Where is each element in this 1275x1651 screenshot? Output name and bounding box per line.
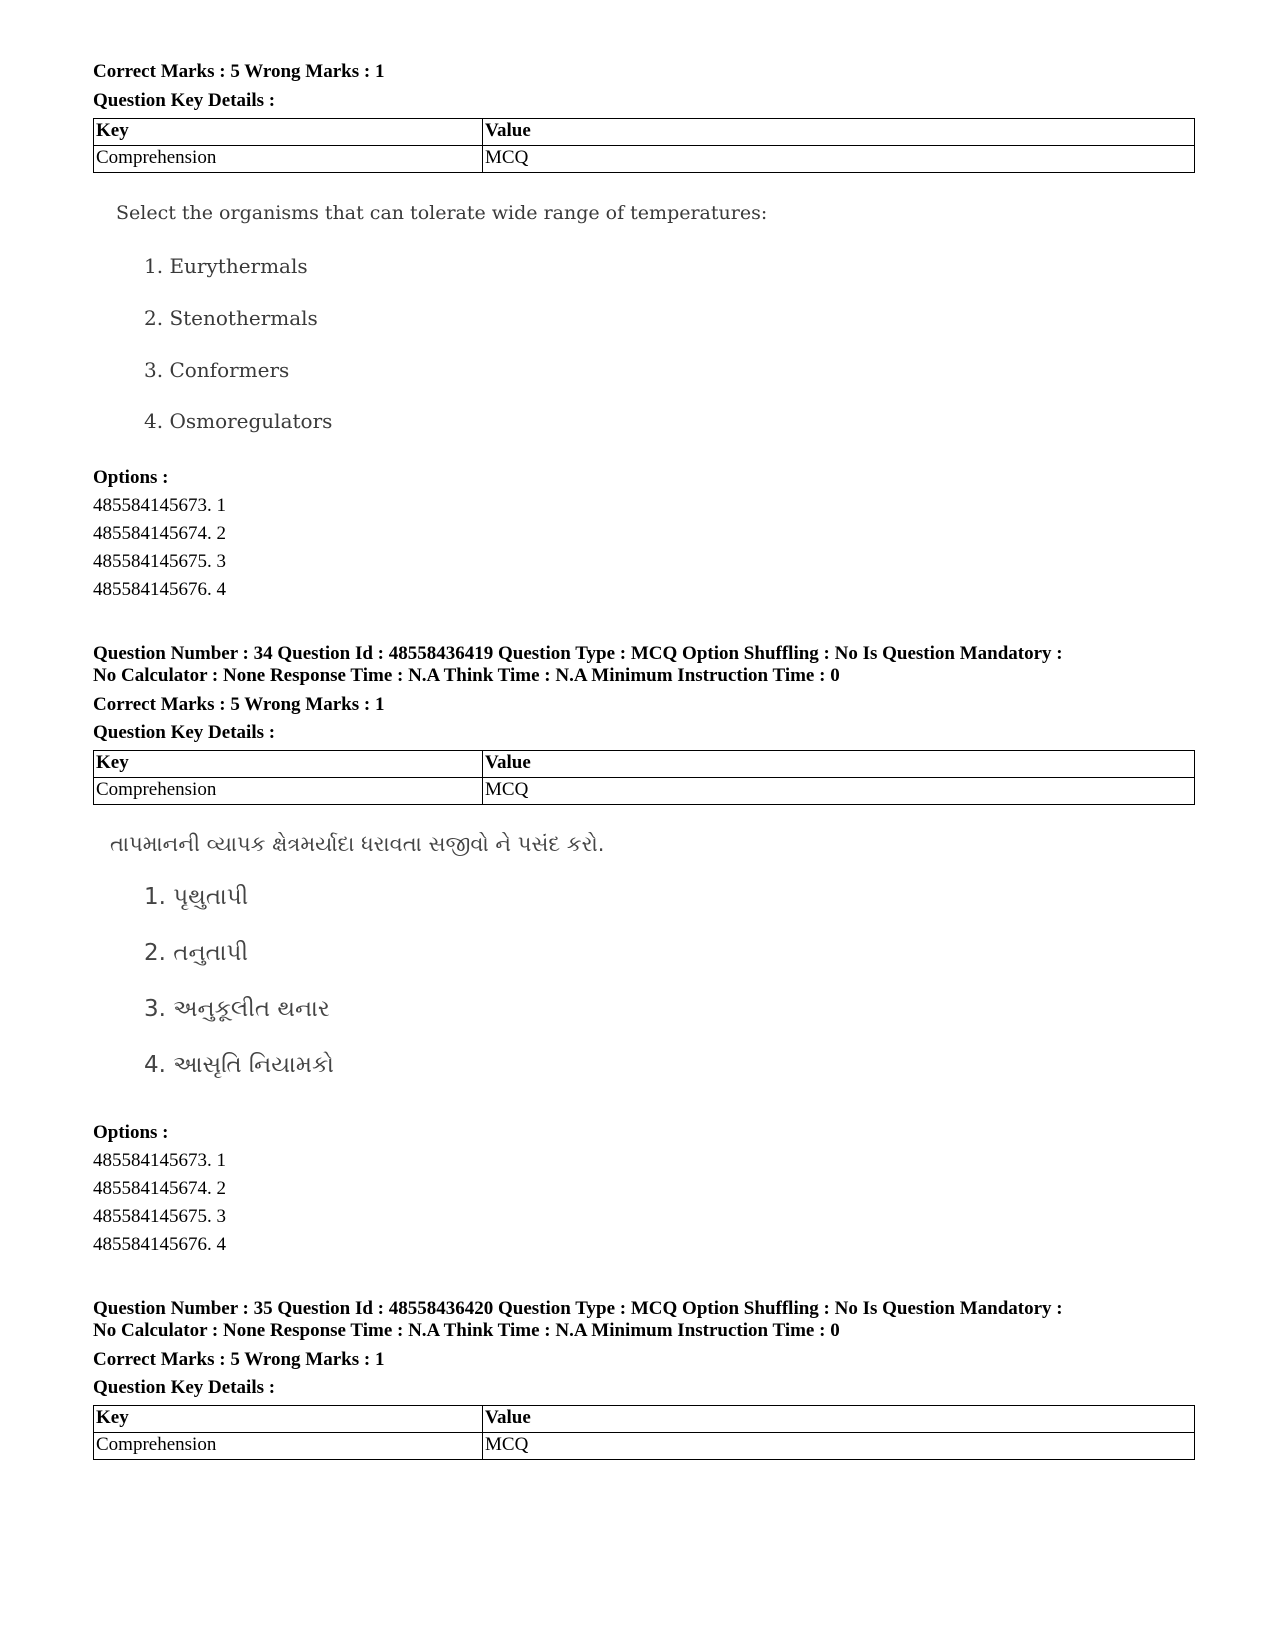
question-option-2: 2. Stenothermals [144,306,318,330]
marks-line: Correct Marks : 5 Wrong Marks : 1 [93,1349,385,1370]
question-stem: Select the organisms that can tolerate wide range of temperatures: [116,202,768,224]
option-item: 485584145675. 3 [93,551,226,572]
table-header-key: Key [94,119,483,146]
option-item: 485584145674. 2 [93,523,226,544]
question-option-3: 3. અનુકૂલીત થનાર [144,996,330,1022]
marks-line: Correct Marks : 5 Wrong Marks : 1 [93,61,385,82]
table-cell-key: Comprehension [94,1433,483,1460]
key-details-label: Question Key Details : [93,1377,276,1398]
question-option-1: 1. પૃથુતાપી [144,884,249,910]
table-cell-value: MCQ [483,1433,1195,1460]
table-header-row [94,1406,1195,1433]
option-item: 485584145673. 1 [93,1150,226,1171]
key-details-table [93,1405,1195,1460]
question-image [110,832,670,1102]
table-cell-key: Comprehension [94,146,483,173]
key-details-table [93,750,1195,805]
option-item: 485584145676. 4 [93,579,226,600]
question-meta-line1: Question Number : 34 Question Id : 48558436419 Question Type : MCQ Option Shuffling : No Is Question Mandatory : [93,643,1063,664]
option-item: 485584145675. 3 [93,1206,226,1227]
question-option-4: 4. Osmoregulators [144,409,333,433]
question-option-1: 1. Eurythermals [144,254,308,278]
table-header-value: Value [483,751,1195,778]
table-row [94,146,1195,173]
question-meta-line1: Question Number : 35 Question Id : 48558436420 Question Type : MCQ Option Shuffling : No Is Question Mandatory : [93,1298,1063,1319]
key-details-table [93,118,1195,173]
table-header-key: Key [94,1406,483,1433]
table-row [94,778,1195,805]
options-label: Options : [93,467,169,488]
key-details-label: Question Key Details : [93,90,276,111]
table-header-row [94,751,1195,778]
key-details-label: Question Key Details : [93,722,276,743]
option-item: 485584145674. 2 [93,1178,226,1199]
table-header-value: Value [483,1406,1195,1433]
marks-line: Correct Marks : 5 Wrong Marks : 1 [93,694,385,715]
question-meta-line2: No Calculator : None Response Time : N.A Think Time : N.A Minimum Instruction Time : 0 [93,665,840,686]
options-label: Options : [93,1122,169,1143]
option-item: 485584145673. 1 [93,495,226,516]
table-cell-key: Comprehension [94,778,483,805]
table-row [94,1433,1195,1460]
question-option-3: 3. Conformers [144,358,290,382]
table-header-key: Key [94,751,483,778]
table-header-row [94,119,1195,146]
table-cell-value: MCQ [483,778,1195,805]
option-item: 485584145676. 4 [93,1234,226,1255]
question-meta-line2: No Calculator : None Response Time : N.A Think Time : N.A Minimum Instruction Time : 0 [93,1320,840,1341]
question-option-2: 2. તનુતાપી [144,940,249,966]
question-image [116,196,768,446]
table-header-value: Value [483,119,1195,146]
question-option-4: 4. આસૃતિ નિયામકો [144,1052,334,1078]
question-stem: તાપમાનની વ્યાપક ક્ષેત્રમર્યાદા ધરાવતા સજીવો ને પસંદ કરો. [110,832,605,856]
table-cell-value: MCQ [483,146,1195,173]
